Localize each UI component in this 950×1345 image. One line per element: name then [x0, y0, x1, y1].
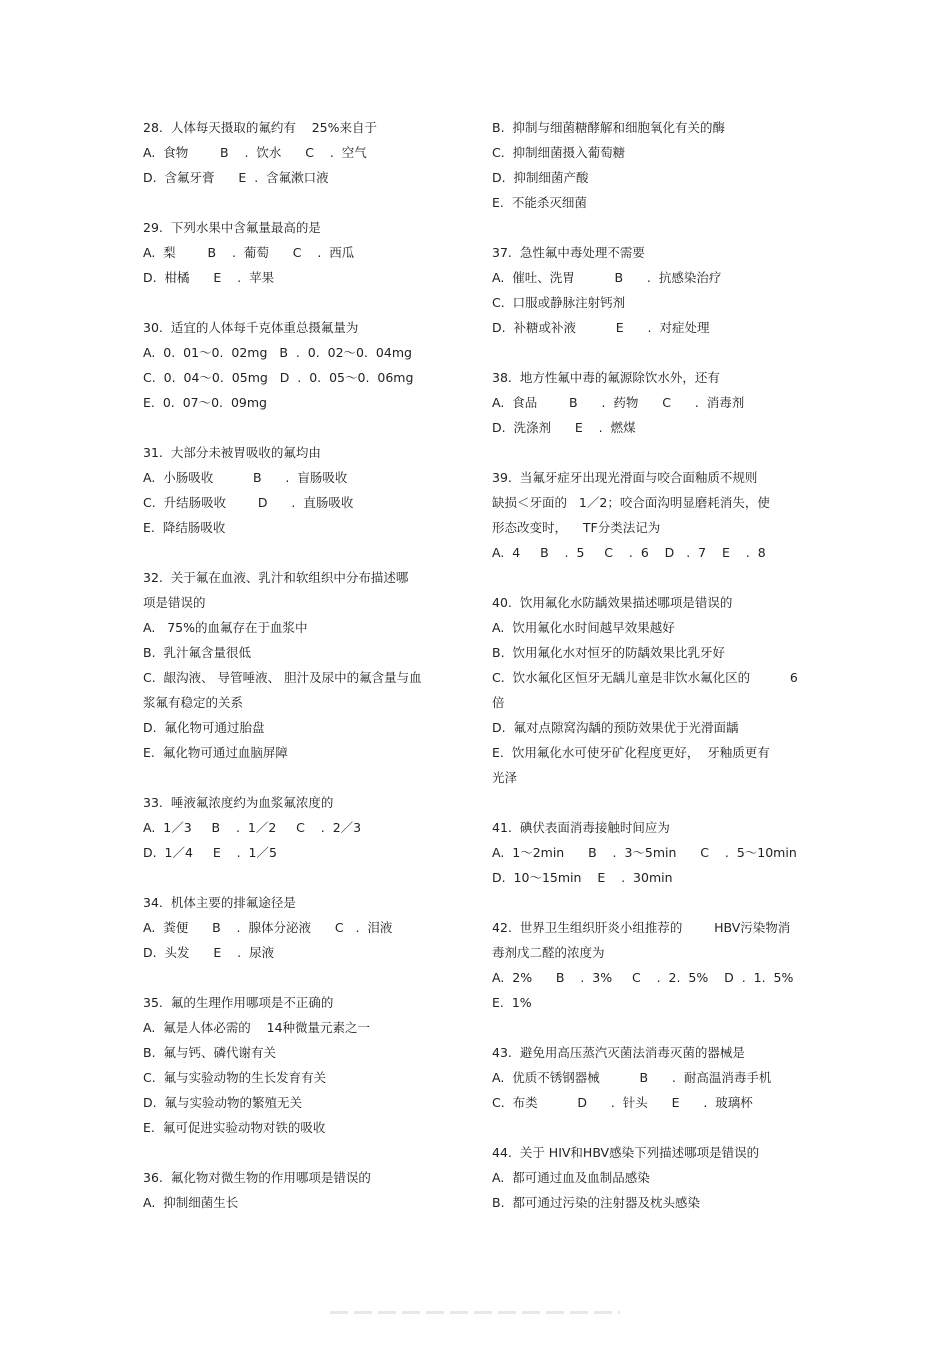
question-line: A. 2% B . 3% C . 2. 5% D . 1. 5%: [492, 970, 794, 985]
question-line: A. 都可通过血及血制品感染: [492, 1170, 650, 1185]
question-line: A. 粪便 B . 腺体分泌液 C . 泪液: [143, 920, 393, 935]
question-line: B. 饮用氟化水对恒牙的防龋效果比乳牙好: [492, 645, 725, 660]
question-line: 形态改变时， TF分类法记为: [492, 520, 661, 535]
question-line: A. 1～2min B . 3～5min C . 5～10min: [492, 845, 797, 860]
question-gap: [143, 765, 453, 790]
question-line: D. 氟化物可通过胎盘: [143, 720, 265, 735]
question-stem: 28. 人体每天摄取的氟约有 25%来自于: [143, 120, 378, 135]
question-line: D. 1／4 E . 1／5: [143, 845, 277, 860]
question-gap: [492, 1015, 802, 1040]
question-line: 浆氟有稳定的关系: [143, 695, 244, 710]
question-36-cont: [492, 115, 802, 215]
question-28: [143, 115, 453, 190]
question-line: B. 氟与钙、磷代谢有关: [143, 1045, 276, 1060]
question-line: B. 抑制与细菌糖酵解和细胞氧化有关的酶: [492, 120, 725, 135]
question-32: [143, 565, 453, 765]
question-41: [492, 815, 802, 890]
question-line: D. 10～15min E . 30min: [492, 870, 673, 885]
question-37: [492, 240, 802, 340]
question-line: A. 氟是人体必需的 14种微量元素之一: [143, 1020, 371, 1035]
question-line: C. 布类 D . 针头 E . 玻璃杯: [492, 1095, 753, 1110]
question-30: [143, 315, 453, 415]
question-stem: 39. 当氟牙症牙出现光滑面与咬合面釉质不规则: [492, 470, 758, 485]
question-gap: [143, 965, 453, 990]
question-gap: [143, 415, 453, 440]
question-stem: 34. 机体主要的排氟途径是: [143, 895, 296, 910]
question-43: [492, 1040, 802, 1115]
question-line: C. 0. 04～0. 05mg D . 0. 05～0. 06mg: [143, 370, 414, 385]
question-stem: 29. 下列水果中含氟量最高的是: [143, 220, 321, 235]
question-31: [143, 440, 453, 540]
question-line: C. 升结肠吸收 D . 直肠吸收: [143, 495, 354, 510]
question-line: D. 氟对点隙窝沟龋的预防效果优于光滑面龋: [492, 720, 739, 735]
question-gap: [492, 790, 802, 815]
question-line: E. 0. 07～0. 09mg: [143, 395, 267, 410]
right-column: [492, 115, 802, 1215]
question-stem: 41. 碘伏表面消毒接触时间应为: [492, 820, 670, 835]
question-line: 倍: [492, 695, 505, 710]
question-gap: [492, 440, 802, 465]
question-gap: [143, 190, 453, 215]
question-line: D. 含氟牙膏 E . 含氟漱口液: [143, 170, 329, 185]
question-39: [492, 465, 802, 565]
question-29: [143, 215, 453, 290]
question-line: B. 乳汁氟含量很低: [143, 645, 251, 660]
question-stem: 37. 急性氟中毒处理不需要: [492, 245, 645, 260]
question-line: A. 抑制细菌生长: [143, 1195, 239, 1210]
question-line: A. 0. 01～0. 02mg B . 0. 02～0. 04mg: [143, 345, 412, 360]
question-line: A. 小肠吸收 B . 盲肠吸收: [143, 470, 348, 485]
question-line: A. 催吐、洗胃 B . 抗感染治疗: [492, 270, 722, 285]
question-line: C. 饮水氟化区恒牙无龋儿童是非饮水氟化区的 6: [492, 670, 798, 685]
question-stem: 38. 地方性氟中毒的氟源除饮水外，还有: [492, 370, 720, 385]
question-line: C. 抑制细菌摄入葡萄糖: [492, 145, 626, 160]
question-line: E. 饮用氟化水可使牙矿化程度更好， 牙釉质更有: [492, 745, 770, 760]
question-40: [492, 590, 802, 790]
question-line: D. 抑制细菌产酸: [492, 170, 589, 185]
question-line: A. 梨 B . 葡萄 C . 西瓜: [143, 245, 355, 260]
question-stem: 43. 避免用高压蒸汽灭菌法消毒灭菌的器械是: [492, 1045, 745, 1060]
question-line: A. 饮用氟化水时间越早效果越好: [492, 620, 675, 635]
question-line: C. 口服或静脉注射钙剂: [492, 295, 626, 310]
question-33: [143, 790, 453, 865]
question-gap: [492, 890, 802, 915]
question-line: A. 4 B . 5 C . 6 D . 7 E . 8: [492, 545, 766, 560]
question-line: A. 食品 B . 药物 C . 消毒剂: [492, 395, 745, 410]
question-line: E. 降结肠吸收: [143, 520, 226, 535]
question-gap: [492, 565, 802, 590]
question-stem: 44. 关于 HIV和HBV感染下列描述哪项是错误的: [492, 1145, 760, 1160]
question-stem: 42. 世界卫生组织肝炎小组推荐的 HBV污染物消: [492, 920, 791, 935]
footer-watermark: [330, 1311, 620, 1314]
question-line: E. 不能杀灭细菌: [492, 195, 587, 210]
question-line: D. 柑橘 E . 苹果: [143, 270, 275, 285]
left-column: [143, 115, 453, 1215]
question-line: B. 都可通过污染的注射器及枕头感染: [492, 1195, 700, 1210]
question-34: [143, 890, 453, 965]
question-35: [143, 990, 453, 1140]
question-36: [143, 1165, 453, 1215]
question-stem: 32. 关于氟在血液、乳汁和软组织中分布描述哪: [143, 570, 409, 585]
question-stem: 36. 氟化物对微生物的作用哪项是错误的: [143, 1170, 371, 1185]
question-line: E. 氟可促进实验动物对铁的吸收: [143, 1120, 326, 1135]
question-gap: [492, 215, 802, 240]
question-42: [492, 915, 802, 1015]
question-line: D. 头发 E . 尿液: [143, 945, 275, 960]
question-38: [492, 365, 802, 440]
question-stem: 33. 唾液氟浓度约为血浆氟浓度的: [143, 795, 334, 810]
question-stem: 31. 大部分未被胃吸收的氟均由: [143, 445, 321, 460]
question-line: A. 1／3 B . 1／2 C . 2／3: [143, 820, 362, 835]
question-gap: [143, 865, 453, 890]
question-stem: 35. 氟的生理作用哪项是不正确的: [143, 995, 334, 1010]
question-line: E. 1%: [492, 995, 532, 1010]
question-line: D. 补糖或补液 E . 对症处理: [492, 320, 710, 335]
question-line: E. 氟化物可通过血脑屏障: [143, 745, 288, 760]
question-line: 缺损＜牙面的 1／2；咬合面沟明显磨耗消失，使: [492, 495, 770, 510]
question-line: D. 氟与实验动物的繁殖无关: [143, 1095, 303, 1110]
question-line: A. 食物 B . 饮水 C . 空气: [143, 145, 367, 160]
question-stem: 40. 饮用氟化水防龋效果描述哪项是错误的: [492, 595, 733, 610]
question-gap: [143, 540, 453, 565]
question-stem: 30. 适宜的人体每千克体重总摄氟量为: [143, 320, 359, 335]
question-line: A. 75%的血氟存在于血浆中: [143, 620, 308, 635]
question-gap: [143, 1140, 453, 1165]
question-line: 光泽: [492, 770, 518, 785]
question-gap: [492, 1115, 802, 1140]
question-gap: [492, 340, 802, 365]
question-line: D. 洗涤剂 E . 燃煤: [492, 420, 636, 435]
question-gap: [143, 290, 453, 315]
question-line: A. 优质不锈钢器械 B . 耐高温消毒手机: [492, 1070, 772, 1085]
question-line: 项是错误的: [143, 595, 206, 610]
question-line: 毒剂戊二醛的浓度为: [492, 945, 605, 960]
question-line: C. 龈沟液、 导管唾液、 胆汁及尿中的氟含量与血: [143, 670, 422, 685]
question-44: [492, 1140, 802, 1215]
question-line: C. 氟与实验动物的生长发育有关: [143, 1070, 327, 1085]
